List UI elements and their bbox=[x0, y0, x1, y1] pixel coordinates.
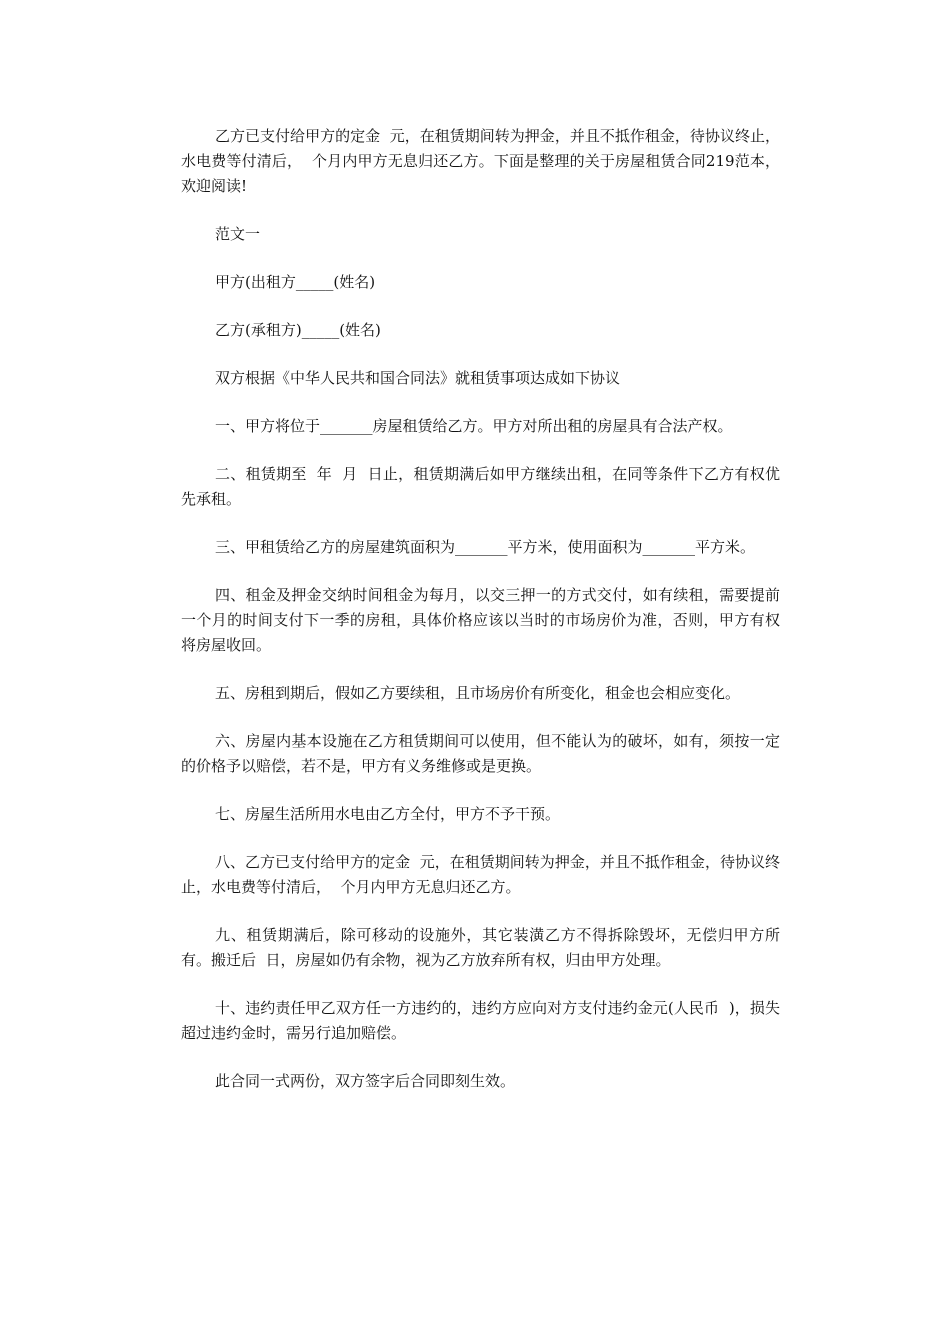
clause-8: 八、乙方已支付给甲方的定金 元，在租赁期间转为押金，并且不抵作租金，待协议终止，水电费等付清后， 个月内甲方无息归还乙方。 bbox=[181, 853, 780, 896]
clause-3: 三、甲租赁给乙方的房屋建筑面积为_______平方米，使用面积为_______平方米。 bbox=[215, 538, 756, 556]
intro-paragraph: 乙方已支付给甲方的定金 元，在租赁期间转为押金，并且不抵作租金，待协议终止，水电费等付清后， 个月内甲方无息归还乙方。下面是整理的关于房屋租赁合同219范本，欢迎阅读! bbox=[181, 127, 780, 195]
clause-7: 七、房屋生活所用水电由乙方全付，甲方不予干预。 bbox=[215, 805, 561, 823]
closing-statement: 此合同一式两份，双方签字后合同即刻生效。 bbox=[215, 1072, 516, 1090]
agreement-basis: 双方根据《中华人民共和国合同法》就租赁事项达成如下协议 bbox=[215, 369, 621, 387]
clause-4: 四、租金及押金交纳时间租金为每月，以交三押一的方式交付，如有续租，需要提前一个月的时间支付下一季的房租，具体价格应该以当时的市场房价为准，否则，甲方有权将房屋收回。 bbox=[181, 586, 780, 654]
clause-5: 五、房租到期后，假如乙方要续租，且市场房价有所变化，租金也会相应变化。 bbox=[215, 684, 741, 702]
clause-1: 一、甲方将位于_______房屋租赁给乙方。甲方对所出租的房屋具有合法产权。 bbox=[215, 417, 733, 435]
clause-2: 二、租赁期至 年 月 日止，租赁期满后如甲方继续出租，在同等条件下乙方有权优先承租。 bbox=[181, 465, 780, 508]
party-b-line: 乙方(承租方)_____(姓名) bbox=[215, 321, 381, 339]
party-a-line: 甲方(出租方_____(姓名) bbox=[215, 273, 376, 291]
clause-10: 十、违约责任甲乙双方任一方违约的，违约方应向对方支付违约金元(人民币 )，损失超过违约金时，需另行追加赔偿。 bbox=[181, 999, 780, 1042]
sample-heading: 范文一 bbox=[215, 225, 261, 243]
clause-6: 六、房屋内基本设施在乙方租赁期间可以使用，但不能认为的破坏，如有，须按一定的价格予以赔偿，若不是，甲方有义务维修或是更换。 bbox=[181, 732, 780, 775]
clause-9: 九、租赁期满后，除可移动的设施外，其它装潢乙方不得拆除毁坏，无偿归甲方所有。搬迁后 日，房屋如仍有余物，视为乙方放弃所有权，归由甲方处理。 bbox=[181, 926, 780, 969]
